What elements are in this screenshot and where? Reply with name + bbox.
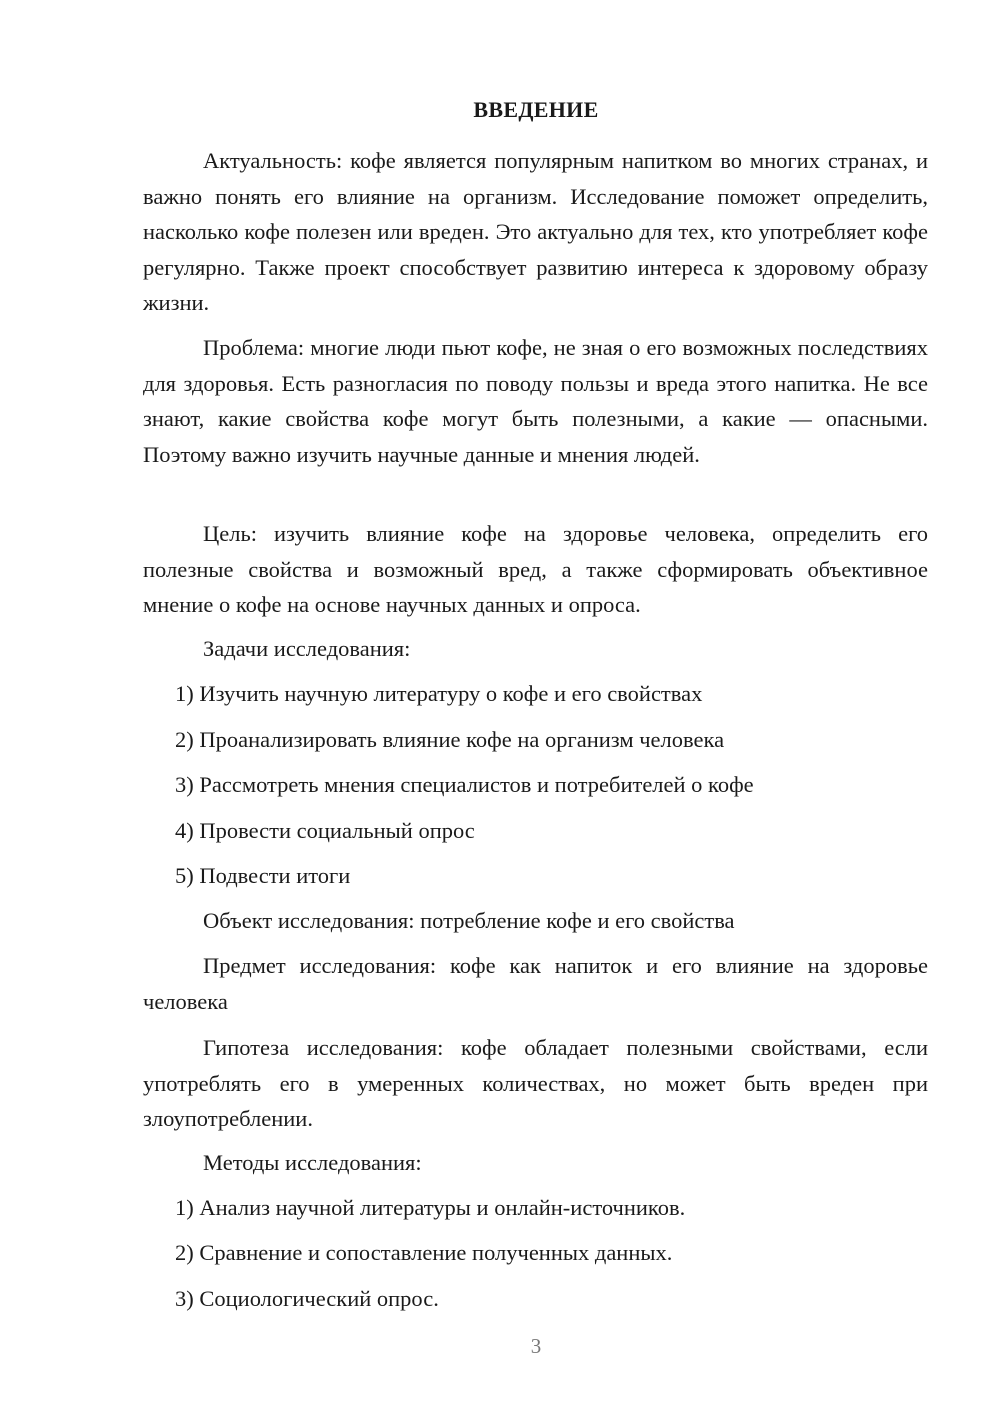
tasks-heading: Задачи исследования:	[203, 636, 411, 661]
goal-paragraph: Цель: изучить влияние кофе на здоровье человека, определить его полезные свойства и возможный вред, а также сформировать объективное мнение о кофе на основе научных данных и опроса.	[143, 521, 928, 617]
problem-paragraph: Проблема: многие люди пьют кофе, не зная о его возможных последствиях для здоровья. Есть разногласия по поводу пользы и вреда этого напитка. Не все знают, какие свойства кофе могут быть полезными, а какие — опасными. Поэтому важно изучить научные данные и мнения людей.	[143, 335, 928, 467]
hypothesis-paragraph: Гипотеза исследования: кофе обладает полезными свойствами, если употреблять его в умеренных количествах, но может быть вреден при злоупотреблении.	[143, 1035, 928, 1131]
task-item: 1) Изучить научную литературу о кофе и его свойствах	[175, 681, 703, 706]
task-item: 5) Подвести итоги	[175, 863, 351, 888]
section-title: ВВЕДЕНИЕ	[473, 97, 599, 122]
relevance-paragraph: Актуальность: кофе является популярным напитком во многих странах, и важно понять его влияние на организм. Исследование поможет определить, насколько кофе полезен или вреден. Это актуально для тех, кто употребляет кофе регулярно. Также проект способствует развитию интереса к здоровому образу жизни.	[143, 148, 928, 315]
task-item: 3) Рассмотреть мнения специалистов и потребителей о кофе	[175, 772, 754, 797]
subject-paragraph: Предмет исследования: кофе как напиток и его влияние на здоровье человека	[143, 953, 928, 1014]
task-item: 2) Проанализировать влияние кофе на организм человека	[175, 727, 725, 752]
method-item: 2) Сравнение и сопоставление полученных данных.	[175, 1240, 673, 1265]
page-number: 3	[530, 1334, 542, 1358]
method-item: 1) Анализ научной литературы и онлайн-источников.	[175, 1195, 686, 1220]
object-line: Объект исследования: потребление кофе и его свойства	[203, 908, 735, 933]
method-item: 3) Социологический опрос.	[175, 1286, 439, 1311]
task-item: 4) Провести социальный опрос	[175, 818, 475, 843]
methods-heading: Методы исследования:	[203, 1150, 422, 1175]
